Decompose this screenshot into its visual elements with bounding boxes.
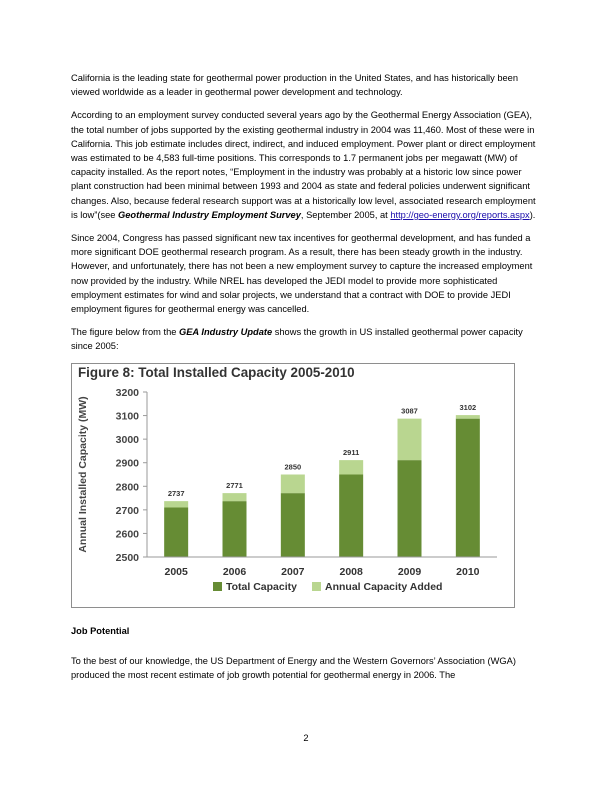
y-tick-label: 2600 [115,528,139,541]
bar-capacity-added [223,493,247,501]
data-label: 3102 [459,402,477,412]
data-label: 2771 [226,480,243,490]
x-tick-label: 2010 [456,565,480,578]
bar-total-capacity [398,460,422,557]
paragraph-2-text: According to an employment survey conducted several years ago by the Geothermal Energy Association (GEA), the total number of jobs supported by the existing geothermal industry in 2004 was 11,460. Most of these were in California. This job estimate includes direct, indirect, and induced employment. Power plant or direct employment was estimated to be 4,583 full-time positions. This corresponds to 1.7 permanent jobs per megawatt (MW) of capacity installed. As the report notes, “Employment in the industry was probably at a historic low since power plant construction had been minimal between 1993 and 2004 as state and federal policies underwent significant changes. Also, because federal research support was at a historically low level, associated research employment is low”(see [71,110,536,220]
bar-total-capacity [456,418,480,556]
x-tick-label: 2009 [397,565,422,578]
y-tick-label: 2800 [115,480,139,493]
page-number: 2 [303,733,309,743]
paragraph-4-end: shows the growth in US installed geothermal power capacity since 2005: [71,327,523,352]
paragraph-4-text: The figure below from the [71,327,179,338]
gea-update-title: GEA Industry Update [179,327,273,338]
y-axis-label: Annual Installed Capacity (MW) [77,395,89,553]
bar-total-capacity [281,493,305,557]
y-ticks [116,387,147,564]
paragraph-2-mid: , September 2005, at [300,209,391,220]
bars [164,403,480,557]
paragraph-5: To the best of our knowledge, the US Department of Energy and the Western Governors’ Association (WGA) produced the most recent estimate of job growth potential for geothermal energy in 2006. The [71,655,516,681]
chart-title: Figure 8: Total Installed Capacity 2005-2010 [78,364,355,380]
y-tick-label: 2700 [115,504,139,517]
paragraph-1: California is the leading state for geothermal power production in the United States, and has historically been viewed worldwide as a leader in geothermal power development and technology. [71,73,519,98]
bar-total-capacity [164,507,188,557]
bar-capacity-added [456,415,480,419]
bar-capacity-added [398,418,422,459]
bar-capacity-added [339,460,363,474]
paragraph-2 [71,108,543,222]
paragraph-2-end: ). [529,209,536,220]
paragraph-4 [71,325,543,353]
page-content [71,71,543,691]
legend [213,581,442,593]
reports-link[interactable]: http://geo-energy.org/reports.aspx [390,209,530,220]
data-label: 3087 [401,406,418,416]
y-tick-label: 2900 [115,457,139,470]
x-tick-label: 2008 [339,565,363,578]
data-label: 2850 [284,462,302,472]
capacity-figure [71,363,515,608]
bar-capacity-added [281,474,305,493]
x-tick-label: 2005 [164,565,188,578]
legend-label: Total Capacity [226,580,297,593]
y-tick-label: 3000 [115,433,139,446]
bar-total-capacity [339,474,363,557]
y-tick-label: 3100 [115,410,139,423]
x-tick-label: 2007 [281,565,305,578]
legend-swatch [312,582,321,591]
data-label: 2911 [343,447,360,457]
x-tick-labels [164,566,479,578]
survey-title: Geothermal Industry Employment Survey [118,209,301,220]
x-tick-label: 2006 [222,565,247,578]
section-heading: Job Potential [71,625,130,636]
bar-total-capacity [223,501,247,557]
bar-capacity-added [164,501,188,507]
y-tick-label: 2500 [115,551,139,564]
legend-swatch [213,582,222,591]
legend-label: Annual Capacity Added [325,580,443,593]
capacity-chart [72,364,513,606]
data-label: 2737 [167,488,185,498]
y-axis-label-group [77,396,89,552]
y-tick-label: 3200 [115,386,139,399]
paragraph-3: Since 2004, Congress has passed significant new tax incentives for geothermal development, and has funded a more significant DOE geothermal research program. As a result, there has been steady growth in the industry. However, and unfortunately, there has not been a new employment survey to capture the increased employment now provided by the industry. While NREL has developed the JEDI model to provide more sophisticated employment estimates for wind and solar projects, we understand that a contract with DOE to provide JEDI employment figures for geothermal energy was cancelled. [71,233,533,315]
